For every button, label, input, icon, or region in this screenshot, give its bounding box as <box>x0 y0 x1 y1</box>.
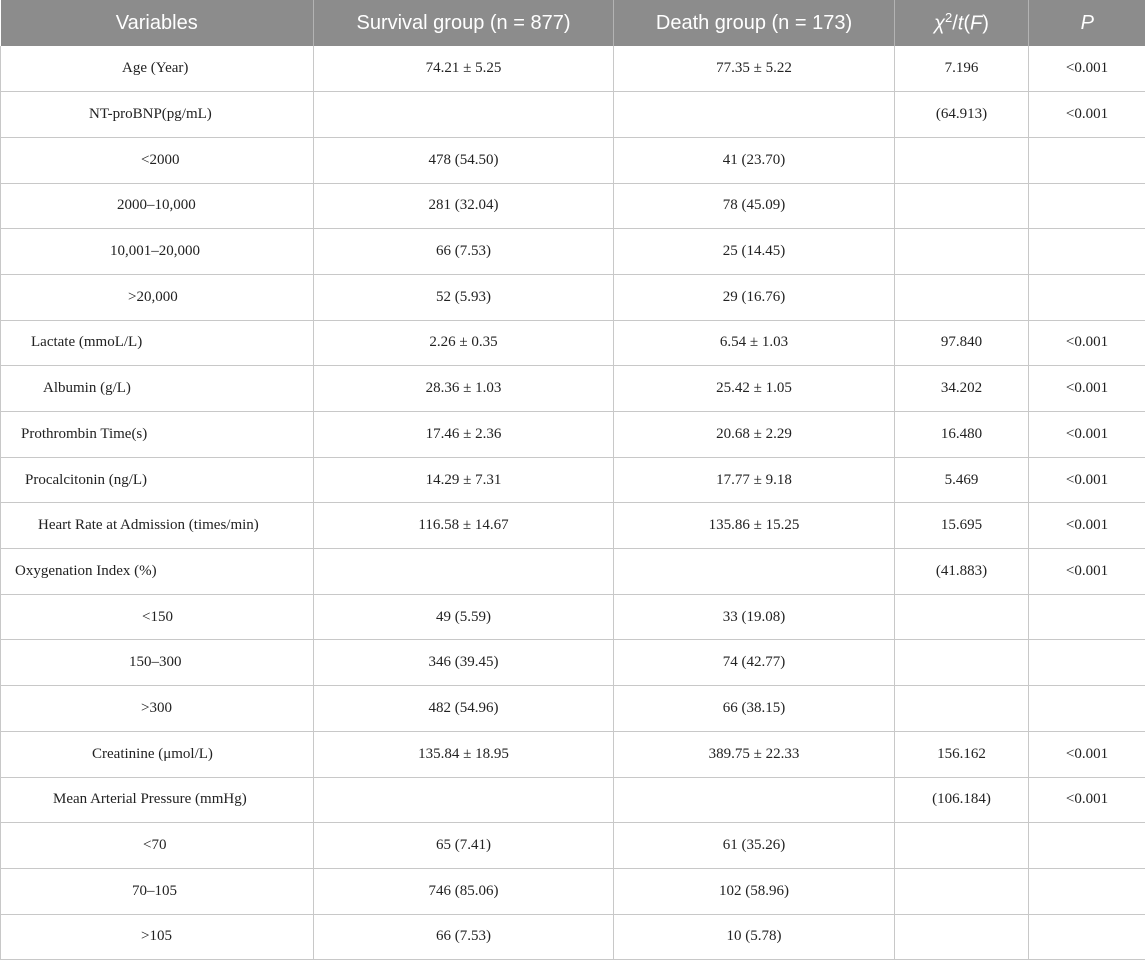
table-body <box>1 46 1145 960</box>
cell-p-value <box>1029 640 1145 686</box>
cell-survival: 281 (32.04) <box>314 183 614 229</box>
table-row <box>1 412 1145 458</box>
cell-survival <box>314 777 614 823</box>
cell-survival: 28.36 ± 1.03 <box>314 366 614 412</box>
cell-variable: Albumin (g/L) <box>1 366 314 412</box>
cell-variable: Prothrombin Time(s) <box>1 412 314 458</box>
cell-variable: NT-proBNP(pg/mL) <box>1 92 314 138</box>
cell-p-value <box>1029 594 1145 640</box>
cell-p-value: <0.001 <box>1029 320 1145 366</box>
cell-p-value: <0.001 <box>1029 457 1145 503</box>
cell-death <box>614 92 895 138</box>
cell-death: 6.54 ± 1.03 <box>614 320 895 366</box>
cell-death <box>614 549 895 595</box>
cell-statistic: 97.840 <box>895 320 1029 366</box>
cell-variable: <2000 <box>1 137 314 183</box>
cell-p-value <box>1029 229 1145 275</box>
cell-statistic <box>895 137 1029 183</box>
cell-statistic <box>895 686 1029 732</box>
header-death-group: Death group (n = 173) <box>614 0 895 46</box>
cell-death: 77.35 ± 5.22 <box>614 46 895 92</box>
cell-statistic <box>895 229 1029 275</box>
cell-variable: Heart Rate at Admission (times/min) <box>1 503 314 549</box>
cell-death: 61 (35.26) <box>614 823 895 869</box>
cell-death <box>614 777 895 823</box>
cell-statistic <box>895 640 1029 686</box>
cell-survival: 49 (5.59) <box>314 594 614 640</box>
cell-statistic: 156.162 <box>895 731 1029 777</box>
table-row <box>1 229 1145 275</box>
table-row <box>1 366 1145 412</box>
cell-death: 33 (19.08) <box>614 594 895 640</box>
cell-survival: 746 (85.06) <box>314 868 614 914</box>
cell-death: 78 (45.09) <box>614 183 895 229</box>
cell-death: 135.86 ± 15.25 <box>614 503 895 549</box>
cell-statistic: (106.184) <box>895 777 1029 823</box>
cell-survival: 116.58 ± 14.67 <box>314 503 614 549</box>
table-header <box>1 0 1145 46</box>
cell-statistic: 5.469 <box>895 457 1029 503</box>
t-symbol: t <box>957 12 964 35</box>
cell-variable: <70 <box>1 823 314 869</box>
p-symbol: P <box>1080 11 1094 34</box>
cell-death: 17.77 ± 9.18 <box>614 457 895 503</box>
cell-death: 66 (38.15) <box>614 686 895 732</box>
table-row <box>1 457 1145 503</box>
table-row <box>1 823 1145 869</box>
cell-variable: 10,001–20,000 <box>1 229 314 275</box>
cell-variable: 150–300 <box>1 640 314 686</box>
cell-survival: 66 (7.53) <box>314 914 614 960</box>
cell-variable: Age (Year) <box>1 46 314 92</box>
cell-p-value <box>1029 823 1145 869</box>
cell-p-value <box>1029 274 1145 320</box>
cell-survival: 65 (7.41) <box>314 823 614 869</box>
cell-death: 389.75 ± 22.33 <box>614 731 895 777</box>
table-row <box>1 594 1145 640</box>
cell-survival: 52 (5.93) <box>314 274 614 320</box>
cell-death: 29 (16.76) <box>614 274 895 320</box>
cell-variable: Oxygenation Index (%) <box>1 549 314 595</box>
cell-survival: 14.29 ± 7.31 <box>314 457 614 503</box>
cell-statistic <box>895 274 1029 320</box>
cell-p-value <box>1029 868 1145 914</box>
table-row <box>1 731 1145 777</box>
f-symbol: F <box>970 12 983 35</box>
cell-death: 74 (42.77) <box>614 640 895 686</box>
cell-death: 102 (58.96) <box>614 868 895 914</box>
table-row <box>1 137 1145 183</box>
cell-variable: 70–105 <box>1 868 314 914</box>
cell-variable: Procalcitonin (ng/L) <box>1 457 314 503</box>
cell-survival: 478 (54.50) <box>314 137 614 183</box>
cell-variable: >300 <box>1 686 314 732</box>
cell-statistic: 16.480 <box>895 412 1029 458</box>
cell-statistic <box>895 594 1029 640</box>
cell-p-value <box>1029 137 1145 183</box>
table-row <box>1 320 1145 366</box>
cell-statistic: 7.196 <box>895 46 1029 92</box>
cell-statistic <box>895 868 1029 914</box>
cell-p-value: <0.001 <box>1029 731 1145 777</box>
cell-statistic: (64.913) <box>895 92 1029 138</box>
cell-survival: 74.21 ± 5.25 <box>314 46 614 92</box>
cell-variable: Creatinine (μmol/L) <box>1 731 314 777</box>
chi-slash: / <box>952 12 958 35</box>
table-row <box>1 46 1145 92</box>
cell-survival: 66 (7.53) <box>314 229 614 275</box>
header-statistic <box>895 0 1029 46</box>
cell-survival <box>314 92 614 138</box>
cell-p-value: <0.001 <box>1029 549 1145 595</box>
cell-p-value <box>1029 183 1145 229</box>
cell-statistic: (41.883) <box>895 549 1029 595</box>
cell-p-value: <0.001 <box>1029 412 1145 458</box>
cell-variable: <150 <box>1 594 314 640</box>
table-row <box>1 686 1145 732</box>
cell-death: 41 (23.70) <box>614 137 895 183</box>
cell-survival: 346 (39.45) <box>314 640 614 686</box>
cell-variable: 2000–10,000 <box>1 183 314 229</box>
cell-survival: 2.26 ± 0.35 <box>314 320 614 366</box>
table-row <box>1 92 1145 138</box>
header-survival-group: Survival group (n = 877) <box>314 0 614 46</box>
cell-variable: Mean Arterial Pressure (mmHg) <box>1 777 314 823</box>
paren-open: ( <box>963 12 971 35</box>
cell-variable: >105 <box>1 914 314 960</box>
chi-symbol: χ <box>934 12 945 35</box>
cell-p-value <box>1029 686 1145 732</box>
header-p-value <box>1029 0 1145 46</box>
cell-p-value <box>1029 914 1145 960</box>
header-variables: Variables <box>1 0 314 46</box>
table-row <box>1 914 1145 960</box>
cell-statistic: 15.695 <box>895 503 1029 549</box>
cell-p-value: <0.001 <box>1029 503 1145 549</box>
cell-survival: 17.46 ± 2.36 <box>314 412 614 458</box>
cell-death: 10 (5.78) <box>614 914 895 960</box>
cell-statistic <box>895 914 1029 960</box>
cell-p-value: <0.001 <box>1029 46 1145 92</box>
cell-variable: >20,000 <box>1 274 314 320</box>
cell-death: 25 (14.45) <box>614 229 895 275</box>
table-row <box>1 868 1145 914</box>
cell-death: 20.68 ± 2.29 <box>614 412 895 458</box>
cell-p-value: <0.001 <box>1029 777 1145 823</box>
cell-p-value: <0.001 <box>1029 92 1145 138</box>
chi-superscript: 2 <box>945 10 953 26</box>
table-row <box>1 503 1145 549</box>
cell-survival: 135.84 ± 18.95 <box>314 731 614 777</box>
table-row <box>1 183 1145 229</box>
cell-variable: Lactate (mmoL/L) <box>1 320 314 366</box>
cell-survival <box>314 549 614 595</box>
table-row <box>1 549 1145 595</box>
cell-statistic <box>895 823 1029 869</box>
cell-death: 25.42 ± 1.05 <box>614 366 895 412</box>
table-row <box>1 640 1145 686</box>
header-row <box>1 0 1145 46</box>
cell-survival: 482 (54.96) <box>314 686 614 732</box>
table-row <box>1 274 1145 320</box>
paren-close: ) <box>982 12 989 35</box>
table-row <box>1 777 1145 823</box>
cell-statistic <box>895 183 1029 229</box>
cell-statistic: 34.202 <box>895 366 1029 412</box>
cell-p-value: <0.001 <box>1029 366 1145 412</box>
